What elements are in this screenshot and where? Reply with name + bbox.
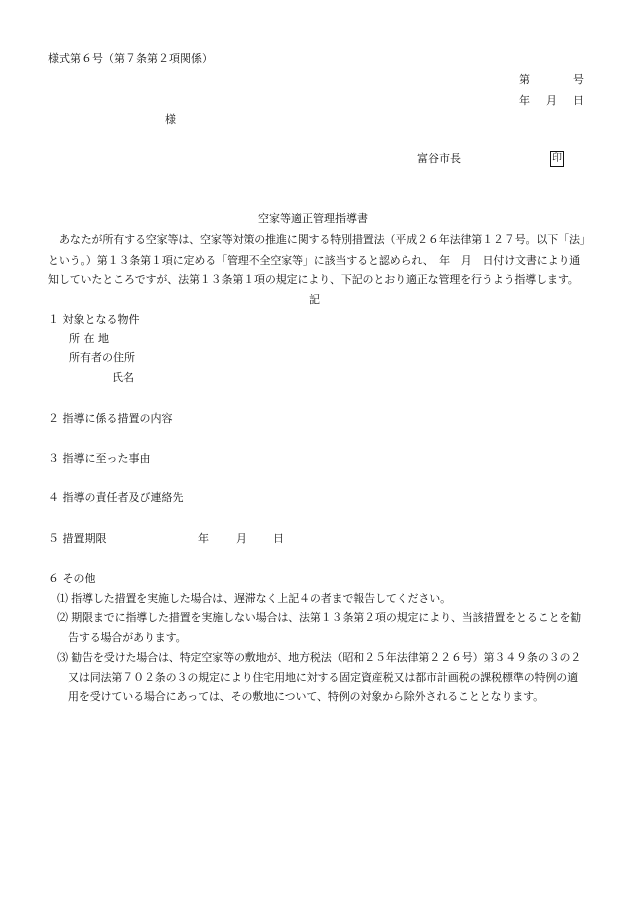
seal-box: 印	[550, 151, 564, 167]
item3-label: ３ 指導に至った事由	[48, 452, 151, 465]
number-suffix: 号	[573, 73, 584, 86]
date-month: 月	[546, 94, 557, 107]
note-line: ⑴ 指導した措置を実施した場合は、遅滞なく上記４の者まで報告してください。	[57, 592, 451, 605]
item1-location: 所 在 地	[69, 332, 109, 345]
note-line: 用を受けている場合にあっては、その敷地について、特例の対象から除外されることとなります。	[68, 690, 544, 703]
note-line: 又は同法第７０２条の３の規定により住宅用地に対する固定資産税又は都市計画税の課税標準の特例の適	[68, 671, 578, 684]
note-line: ⑶ 勧告を受けた場合は、特定空家等の敷地が、地方税法（昭和２５年法律第２２６号）第３４９条の３の２	[57, 651, 582, 664]
number-label: 第	[519, 73, 530, 86]
item5-day: 日	[273, 532, 284, 545]
date-year: 年	[519, 94, 530, 107]
note-line: 告する場合があります。	[68, 631, 187, 644]
item1-label: １ 対象となる物件	[48, 313, 140, 326]
item5-label: ５ 措置期限	[48, 532, 107, 545]
item2-label: ２ 指導に係る措置の内容	[48, 412, 173, 425]
note-line: ⑵ 期限までに指導した措置を実施しない場合は、法第１３条第２項の規定により、当該措置をとることを勧	[57, 611, 582, 624]
issuer: 富谷市長	[417, 152, 461, 165]
item1-owner-address: 所有者の住所	[69, 351, 135, 364]
recipient-suffix: 様	[165, 113, 176, 126]
item5-year: 年	[198, 532, 209, 545]
item6-label: ６ その他	[48, 572, 96, 585]
item4-label: ４ 指導の責任者及び連絡先	[48, 491, 184, 504]
item1-owner-name: 氏名	[112, 371, 134, 384]
item5-month: 月	[236, 532, 247, 545]
body-line: 知していたところですが、法第１３条第１項の規定により、下記のとおり適正な管理を行うよう指導します。	[48, 273, 579, 286]
ki-mark: 記	[309, 293, 320, 306]
form-number: 様式第６号（第７条第２項関係）	[48, 52, 213, 65]
body-line: あなたが所有する空家等は、空家等対策の推進に関する特別措置法（平成２６年法律第１２７号。以下「法」	[59, 233, 591, 246]
document-title: 空家等適正管理指導書	[258, 212, 368, 225]
date-day: 日	[573, 94, 584, 107]
body-line: という。）第１３条第１項に定める「管理不全空家等」に該当すると認められ、 年 月 日付け文書により通	[48, 254, 581, 267]
